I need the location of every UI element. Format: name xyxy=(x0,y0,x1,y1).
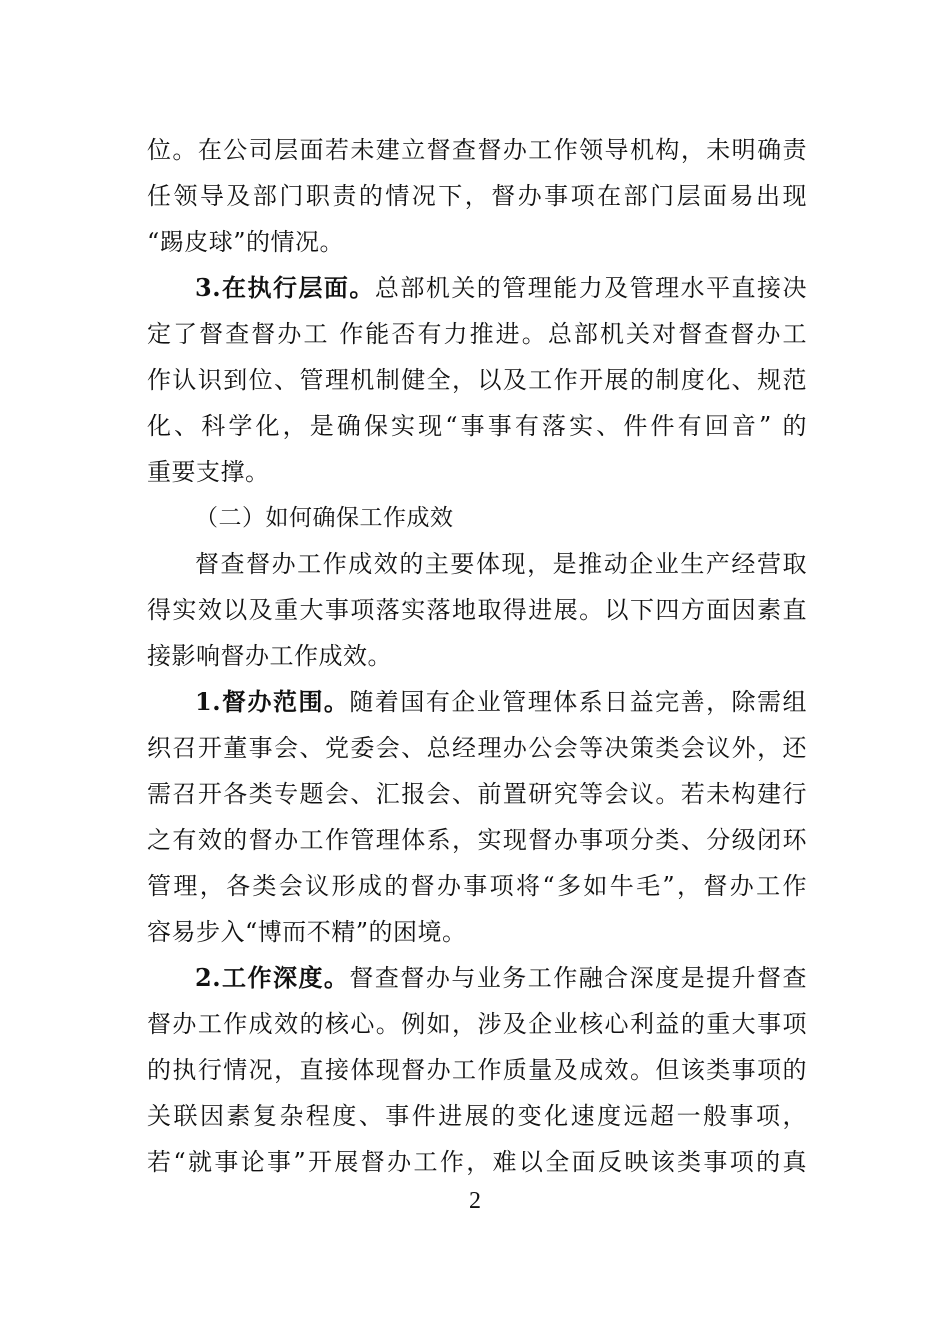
body-text xyxy=(147,127,807,1185)
text-line: 管理，各类会议形成的督办事项将“多如牛毛”，督办工作 xyxy=(147,872,807,900)
text-line: 任领导及部门职责的情况下，督办事项在部门层面易出现 xyxy=(147,182,807,210)
text-run: 督查督办与业务工作融合深度是提升督查 xyxy=(349,964,807,992)
text-line: 督办工作成效的核心。例如，涉及企业核心利益的重大事项 xyxy=(147,1010,807,1038)
section-heading: 2.工作深度。 xyxy=(195,963,350,992)
text-line: 位。在公司层面若未建立督查督办工作领导机构，未明确责 xyxy=(147,136,807,164)
text-line: 之有效的督办工作管理体系，实现督办事项分类、分级闭环 xyxy=(147,826,807,854)
text-line: 容易步入“博而不精”的困境。 xyxy=(147,918,467,946)
text-line: 重要支撑。 xyxy=(147,458,270,486)
text-line: 接影响督办工作成效。 xyxy=(147,642,392,670)
text-line: 定了督查督办工 作能否有力推进。总部机关对督查督办工 xyxy=(147,320,807,348)
page-number: 2 xyxy=(469,1188,481,1214)
section-heading: 1.督办范围。 xyxy=(195,687,350,716)
text-run: 随着国有企业管理体系日益完善，除需组 xyxy=(349,688,807,716)
text-line xyxy=(147,265,807,311)
text-line: 的执行情况，直接体现督办工作质量及成效。但该类事项的 xyxy=(147,1056,807,1084)
section-heading: 3.在执行层面。 xyxy=(195,273,375,302)
text-run: 总部机关的管理能力及管理水平直接决 xyxy=(374,274,807,302)
text-line: 关联因素复杂程度、事件进展的变化速度远超一般事项， xyxy=(147,1102,807,1130)
text-line xyxy=(147,955,807,1001)
text-line xyxy=(147,679,807,725)
text-line: 化、科学化，是确保实现“事事有落实、件件有回音” 的 xyxy=(147,412,807,440)
text-line: 作认识到位、管理机制健全，以及工作开展的制度化、规范 xyxy=(147,366,807,394)
text-line: 若“就事论事”开展督办工作，难以全面反映该类事项的真 xyxy=(147,1148,807,1176)
text-line: “踢皮球”的情况。 xyxy=(147,228,345,256)
text-line: 督查督办工作成效的主要体现，是推动企业生产经营取 xyxy=(195,550,807,578)
text-line: 得实效以及重大事项落实落地取得进展。以下四方面因素直 xyxy=(147,596,807,624)
subsection-heading: （二）如何确保工作成效 xyxy=(195,505,454,531)
text-line: 织召开董事会、党委会、总经理办公会等决策类会议外，还 xyxy=(147,734,807,762)
text-line: 需召开各类专题会、汇报会、前置研究等会议。若未构建行 xyxy=(147,780,807,808)
